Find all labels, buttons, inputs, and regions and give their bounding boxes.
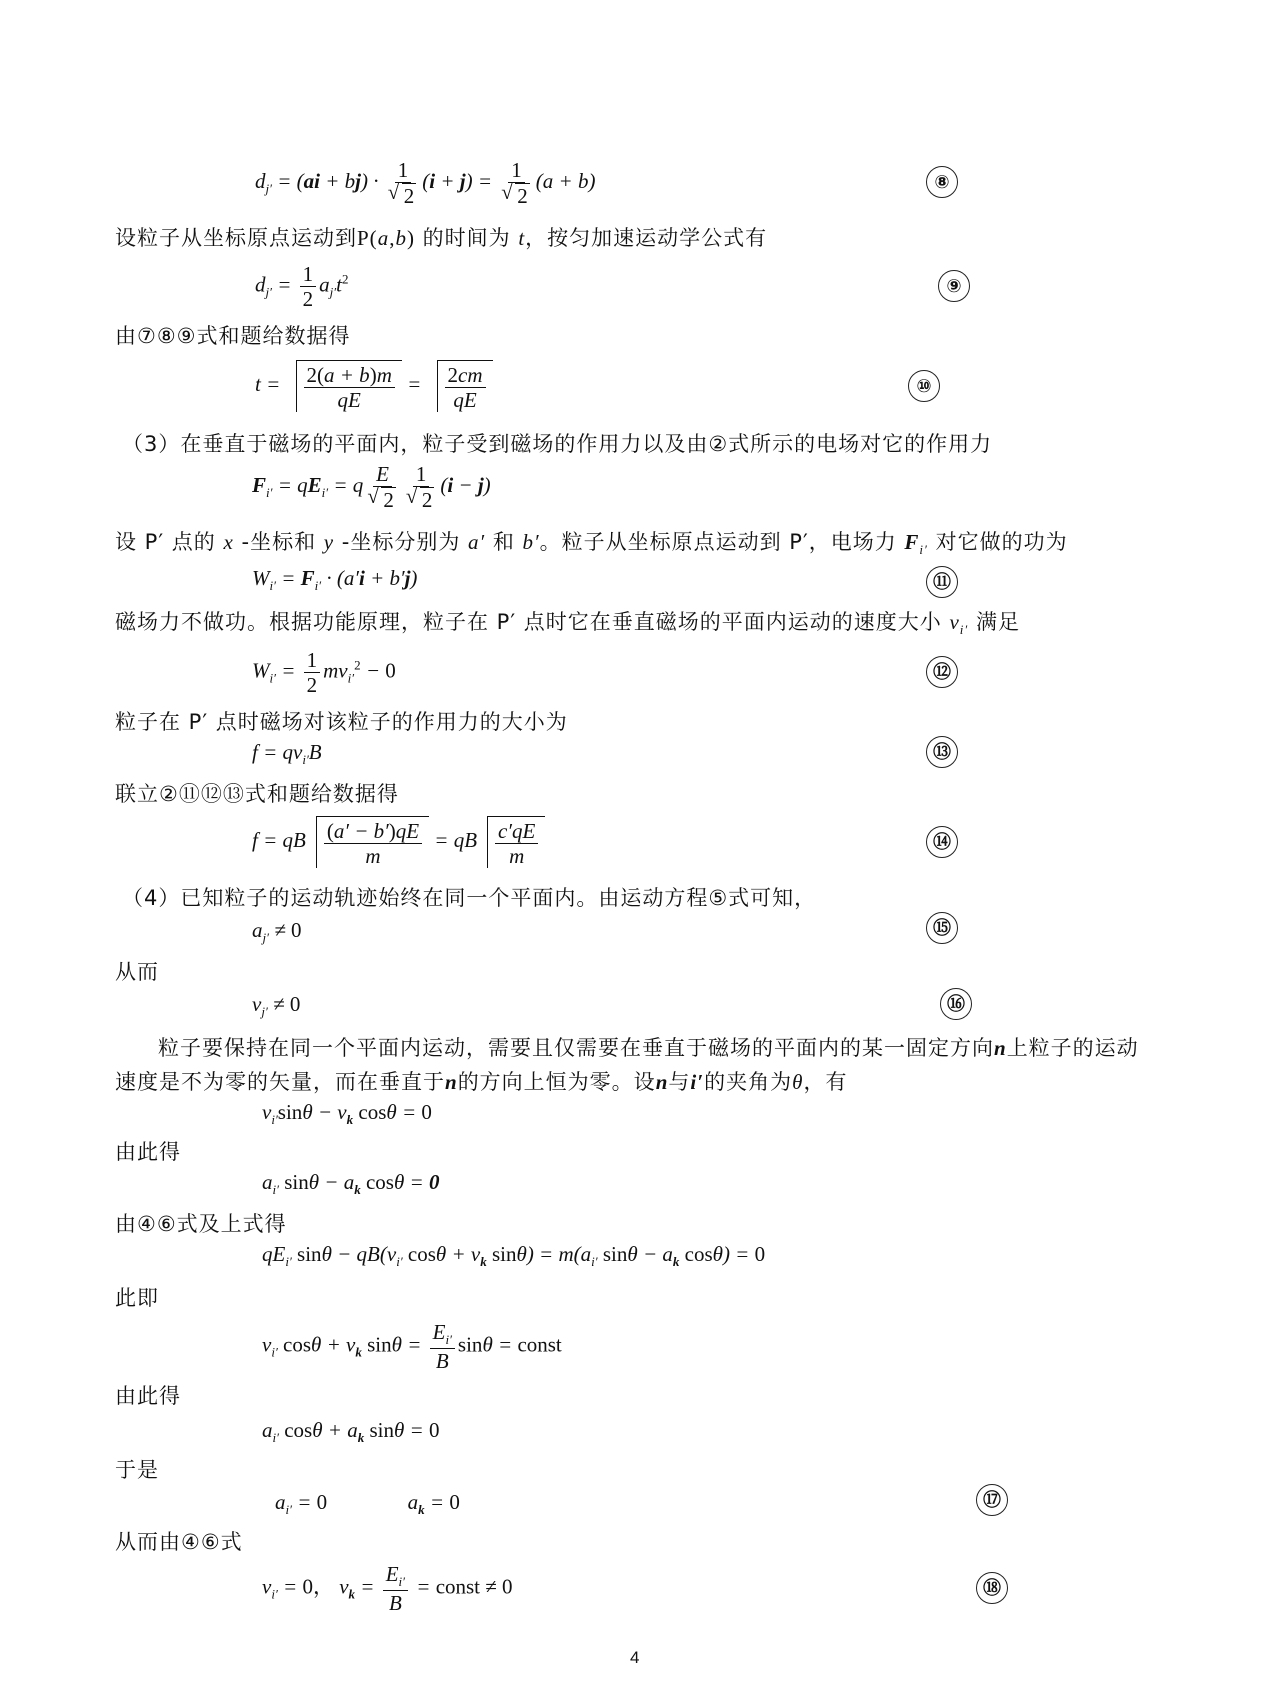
equation-9: $d_{j'}$ = $\frac{1}{2}$ $a_{j'}t^2$	[255, 262, 349, 312]
paragraph: （3）在垂直于磁场的平面内，粒子受到磁场的作用力以及由②式所示的电场对它的作用力	[122, 432, 993, 456]
page-number: 4	[630, 1648, 640, 1667]
equation-number: ⑫	[926, 656, 958, 688]
equation-number: ⑱	[976, 1572, 1008, 1604]
paragraph: 于是	[115, 1458, 159, 1482]
equation: $v_{i'}$ $\cos\theta + v_k$ sinθ = $\frac{E_{i'}}{B}$ sinθ = const	[262, 1320, 562, 1374]
paragraph: 磁场力不做功。根据功能原理，粒子在 P′ 点时它在垂直磁场的平面内运动的速度大小 $v_{i'}$ 满足	[115, 610, 1020, 638]
equation-17: $a_{i'} = 0$ $a_k = 0$	[275, 1490, 460, 1518]
paragraph: 设 P′ 点的 x -坐标和 y -坐标分别为 a′ 和 b′。粒子从坐标原点运动到 P′，电场力 $F_{i'}$ 对它做的功为	[115, 530, 1068, 558]
equation-16: $v_{j'} \ne 0$	[252, 992, 301, 1020]
equation: $a_{i'}$ $\cos\theta + a_k$ sinθ = 0	[262, 1418, 440, 1446]
paragraph: 此即	[115, 1286, 159, 1310]
equation-10: t = $\frac{2(a + b)m}{qE}$ = $\frac{2cm}{qE}$	[255, 360, 493, 412]
paragraph: 从而由④⑥式	[115, 1530, 243, 1554]
paragraph: 从而	[115, 960, 159, 984]
equation-number: ⑰	[976, 1484, 1008, 1516]
equation-18: $v_{i'} = 0$， $v_k$ = $\frac{E_{i'}}{B}$ = const ≠ 0	[262, 1562, 513, 1616]
paragraph: 设粒子从坐标原点运动到P(a,b) 的时间为 t，按匀加速运动学公式有	[115, 226, 768, 250]
paragraph: 联立②⑪⑫⑬式和题给数据得	[115, 782, 399, 806]
equation-number: ⑭	[926, 826, 958, 858]
equation: $v_{i'}\sin\theta - v_k$ cosθ = 0	[262, 1100, 432, 1128]
equation-number: ⑬	[926, 736, 958, 768]
equation-number: ⑨	[938, 270, 970, 302]
paragraph: 速度是不为零的矢量，而在垂直于n的方向上恒为零。设n与i′的夹角为θ，有	[115, 1070, 848, 1094]
equation-11: $W_{i'} = F_{i'} \cdot (a'i + b'j)$	[252, 566, 418, 594]
equation-number: ⑧	[926, 166, 958, 198]
paragraph: 由⑦⑧⑨式和题给数据得	[115, 324, 351, 348]
paragraph: 由此得	[115, 1140, 181, 1164]
paragraph: 由④⑥式及上式得	[115, 1212, 287, 1236]
equation-number: ⑩	[908, 370, 940, 402]
paragraph: 由此得	[115, 1384, 181, 1408]
paragraph: （4）已知粒子的运动轨迹始终在同一个平面内。由运动方程⑤式可知，	[122, 886, 817, 910]
equation: $a_{i'}$ $\sin\theta - a_k$ cosθ = 0	[262, 1170, 440, 1198]
equation-number: ⑯	[940, 988, 972, 1020]
equation-12: $W_{i'}$ = $\frac{1}{2}$ $mv_{i'}^2 - 0$	[252, 648, 396, 698]
equation-8: $d_{j'} = (ai + bj)$ · 1 √ 2 (i + j) = 1 √ 2 (a + b)	[255, 158, 595, 208]
equation: $qE_{i'}$ $\sin\theta - qB(v_{i'}$ $\cos\theta + v_k$ $\sin\theta) = m(a_{i'}$ $\sin\theta - a_k$ cosθ) = 0	[262, 1242, 766, 1270]
equation-14: f = qB $\frac{(a' - b')qE}{m}$ = qB $\frac{c'qE}{m}$	[252, 816, 545, 868]
equation-15: $a_{j'} \ne 0$	[252, 918, 302, 946]
equation-force: $F_{i'} = qE_{i'} = q$ E √ 2 1 √ 2 (i − j)	[252, 462, 491, 512]
paragraph: 粒子要保持在同一个平面内运动，需要且仅需要在垂直于磁场的平面内的某一固定方向n上粒子的运动	[158, 1036, 1139, 1060]
paragraph: 粒子在 P′ 点时磁场对该粒子的作用力的大小为	[115, 710, 568, 734]
equation-number: ⑪	[926, 566, 958, 598]
equation-13: $f = qv_{i'}B$	[252, 740, 322, 768]
equation-number: ⑮	[926, 912, 958, 944]
